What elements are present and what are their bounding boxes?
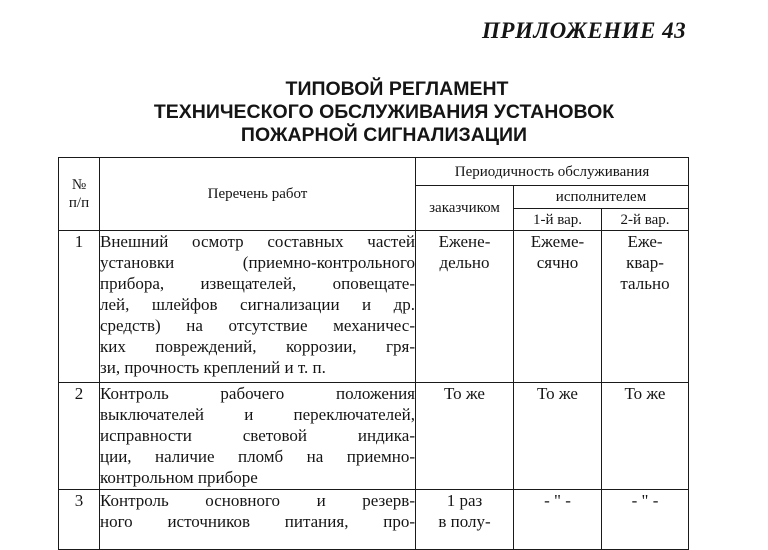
work-line: ции, наличие пломб на приемно- [100,447,415,466]
appendix-label: ПРИЛОЖЕНИЕ 43 [482,18,687,43]
variant1-period [514,490,602,550]
period-line: Еже- [627,232,663,251]
header-works: Перечень работ [100,158,416,231]
work-line: ких повреждений, коррозии, гря- [100,337,415,356]
work-line: ного источников питания, про- [100,512,415,531]
title-line-1: ТИПОВОЙ РЕГЛАМЕНТ [285,78,509,100]
period-line: Ежеме- [530,232,585,251]
variant1-period [514,383,602,490]
variant1-period [514,231,602,383]
title-line-3: ПОЖАРНОЙ СИГНАЛИЗАЦИИ [240,124,528,146]
header-number-sign: № [71,177,87,193]
work-line: Контроль рабочего положения [100,384,415,403]
header-customer: заказчиком [416,186,514,231]
work-line: установки (приемно-контрольного [100,253,415,272]
period-line: - " - [544,491,571,510]
variant2-period [602,490,689,550]
variant2-period [602,383,689,490]
row-number: 2 [59,383,100,490]
header-variant-1: 1-й вар. [514,209,602,231]
customer-period [416,490,514,550]
work-line: исправности световой индика- [100,426,415,445]
period-line: дельно [439,253,490,272]
header-executor: исполнителем [514,186,689,209]
period-line: в полу- [438,512,491,531]
period-line: - " - [631,491,659,510]
header-variant-2: 2-й вар. [602,209,689,231]
period-line: 1 раз [446,491,483,510]
period-line: То же [444,384,485,403]
header-number [59,158,100,231]
work-line: контрольном приборе [100,468,258,487]
work-line: Внешний осмотр составных частей [100,232,415,251]
header-number-abbrev: п/п [68,195,90,211]
customer-period [416,383,514,490]
work-line: лей, шлейфов сигнализации и др. [100,295,415,314]
period-line: квар- [626,253,664,272]
period-line: Ежене- [438,232,491,251]
work-line: средств) на отсутствие механичес- [100,316,415,335]
period-line: тально [620,274,670,293]
document-title [0,78,768,147]
table-row [59,383,689,490]
maintenance-schedule-table [58,157,689,550]
row-number: 1 [59,231,100,383]
work-line: прибора, извещателей, оповещате- [100,274,415,293]
title-line-2: ТЕХНИЧЕСКОГО ОБСЛУЖИВАНИЯ УСТАНОВОК [153,101,615,123]
row-number: 3 [59,490,100,550]
work-description [100,490,416,550]
work-line: Контроль основного и резерв- [100,491,415,510]
work-description [100,383,416,490]
work-description [100,231,416,383]
customer-period [416,231,514,383]
header-periodicity: Периодичность обслуживания [416,158,689,186]
work-line: выключателей и переключателей, [100,405,415,424]
period-line: То же [537,384,578,403]
work-line: зи, прочность креплений и т. п. [100,358,326,377]
period-line: сячно [536,253,579,272]
variant2-period [602,231,689,383]
table-row [59,490,689,550]
table-row [59,231,689,383]
period-line: То же [624,384,666,403]
